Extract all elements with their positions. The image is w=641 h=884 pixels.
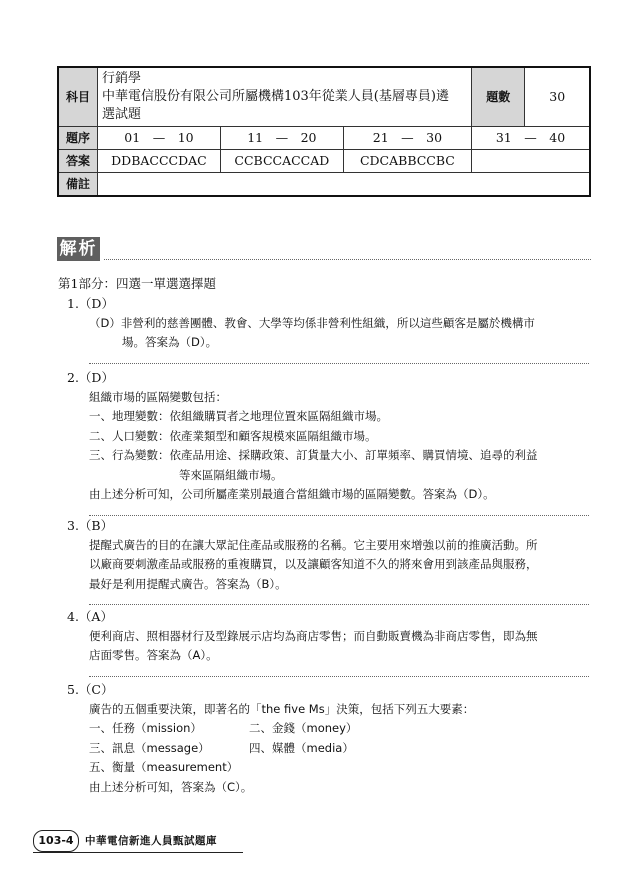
question-3-answer: 3.（B） xyxy=(67,518,114,533)
subject-cell xyxy=(97,67,471,127)
answers-3: CDCABBCCBC xyxy=(343,150,471,173)
count-label: 題數 xyxy=(472,67,525,127)
note-row xyxy=(58,173,590,197)
exam-info-table xyxy=(57,66,591,197)
question-4-answer: 4.（A） xyxy=(67,609,113,624)
question-5 xyxy=(67,680,591,797)
subject-line-1: 行銷學 xyxy=(101,71,141,86)
question-2-answer: 2.（D） xyxy=(67,370,114,385)
banner-divider xyxy=(104,259,591,260)
answer-row xyxy=(58,150,590,173)
explanation-line: 三、行為變數：依產品用途、採購政策、訂貨量大小、訂單頻率、購買情境、追尋的利益 xyxy=(89,448,538,462)
sequence-label: 題序 xyxy=(58,127,97,150)
subject-label: 科目 xyxy=(58,67,97,127)
question-1-answer: 1.（D） xyxy=(67,296,114,311)
explanation-line: 提醒式廣告的目的在讓大眾記住產品或服務的名稱。它主要用來增強以前的推廣活動。所 xyxy=(89,537,538,552)
dotted-divider xyxy=(89,363,589,364)
question-4-explanation xyxy=(67,627,591,666)
factor-money: 二、金錢（money） xyxy=(249,721,358,735)
answers-4 xyxy=(472,150,590,173)
explanation-line: 一、地理變數：依組織購買者之地理位置來區隔組織市場。 xyxy=(89,409,388,423)
question-3 xyxy=(67,516,591,605)
explanation-line: 店面零售。答案為（A）。 xyxy=(89,648,218,662)
explanation-line: 由上述分析可知，答案為（C）。 xyxy=(89,779,253,794)
note-label: 備註 xyxy=(58,173,97,197)
section-banner: 解析 xyxy=(57,237,100,261)
subject-line-3: 選試題 xyxy=(101,107,141,122)
range-3: 21 — 30 xyxy=(343,127,471,150)
dotted-divider xyxy=(89,676,589,677)
answer-label: 答案 xyxy=(58,150,97,173)
dotted-divider xyxy=(89,604,589,605)
note-value xyxy=(97,173,590,197)
factor-media: 四、媒體（media） xyxy=(249,740,354,755)
explanation-line: 由上述分析可知，公司所屬產業別最適合當組織市場的區隔變數。答案為（D）。 xyxy=(89,487,495,501)
footer-book-title: 中華電信新進人員甄試題庫 xyxy=(85,835,217,847)
range-2: 11 — 20 xyxy=(220,127,343,150)
question-1 xyxy=(67,294,591,364)
question-2-explanation xyxy=(67,388,591,505)
factor-message: 三、訊息（message） xyxy=(89,740,210,755)
factor-measurement: 五、衡量（measurement） xyxy=(89,760,239,774)
question-3-explanation xyxy=(67,536,591,595)
subject-row xyxy=(58,67,590,127)
factor-row xyxy=(89,739,591,759)
part-title: 第1部分：四選一單選選擇題 xyxy=(58,276,216,291)
range-4: 31 — 40 xyxy=(472,127,590,150)
answers-1: DDBACCCDAC xyxy=(97,150,220,173)
subject-line-2: 中華電信股份有限公司所屬機構103年從業人員(基層專員)遴 xyxy=(101,89,449,104)
question-4 xyxy=(67,607,591,677)
question-5-explanation xyxy=(67,700,591,798)
answers-2: CCBCCACCAD xyxy=(220,150,343,173)
question-5-answer: 5.（C） xyxy=(67,682,114,697)
explanation-line: （D）非營利的慈善團體、教會、大學等均係非營利性組織，所以這些顧客是屬於機構市 xyxy=(89,315,535,330)
explanation-line: 組織市場的區隔變數包括： xyxy=(89,389,227,404)
count-value: 30 xyxy=(525,67,590,127)
question-2 xyxy=(67,368,591,516)
factor-row xyxy=(89,719,591,739)
explanation-line: 便利商店、照相器材行及型錄展示店均為商店零售；而自動販賣機為非商店零售，即為無 xyxy=(89,628,538,643)
question-1-explanation xyxy=(67,314,591,353)
footer-rule xyxy=(33,852,243,853)
page-number: 103-4 xyxy=(33,830,79,852)
explanation-line: 以廠商要刺激產品或服務的重複購買，以及讓顧客知道不久的將來會用到該產品與服務， xyxy=(89,557,538,571)
range-1: 01 — 10 xyxy=(97,127,220,150)
explanation-line: 廣告的五個重要決策，即著名的「the five Ms」決策，包括下列五大要素： xyxy=(89,701,475,716)
explanation-line: 等來區隔組織市場。 xyxy=(179,467,283,482)
explanation-line: 二、人口變數：依產業類型和顧客規模來區隔組織市場。 xyxy=(89,428,377,443)
factor-mission: 一、任務（mission） xyxy=(89,721,202,735)
explanation-line: 最好是利用提醒式廣告。答案為（B）。 xyxy=(89,576,287,591)
sequence-row xyxy=(58,127,590,150)
explanation-line: 場。答案為（D）。 xyxy=(122,335,218,349)
